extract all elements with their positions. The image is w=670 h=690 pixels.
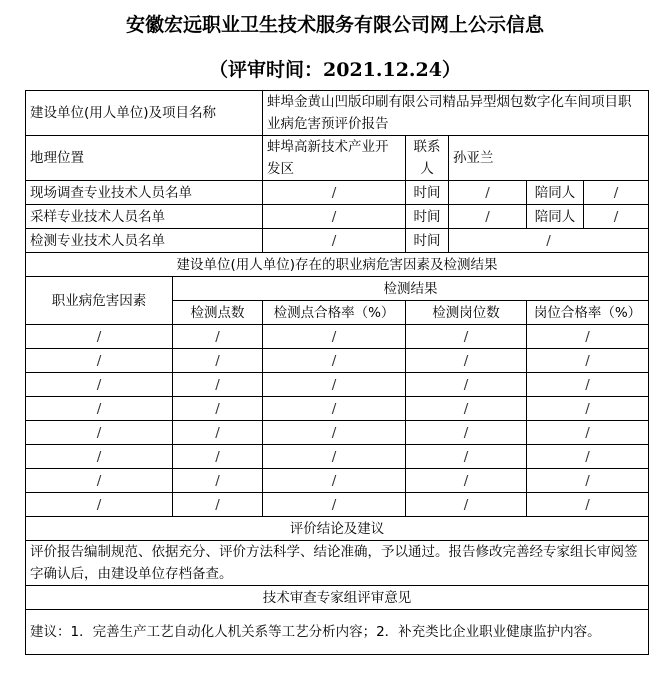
table-cell: / bbox=[406, 325, 527, 349]
sampling-time-label: 时间 bbox=[406, 205, 449, 229]
table-cell: / bbox=[406, 445, 527, 469]
table-cell: / bbox=[263, 397, 406, 421]
survey-label: 现场调查专业技术人员名单 bbox=[26, 181, 263, 205]
review-time: （评审时间：2021.12.24） bbox=[209, 59, 461, 81]
col-posts: 检测岗位数 bbox=[406, 301, 527, 325]
table-cell: / bbox=[263, 421, 406, 445]
table-cell: / bbox=[263, 469, 406, 493]
contact-label: 联系人 bbox=[406, 136, 449, 181]
sampling-time-value: / bbox=[449, 205, 527, 229]
table-cell: / bbox=[406, 397, 527, 421]
sampling-escort-value: / bbox=[584, 205, 649, 229]
table-cell: / bbox=[527, 469, 649, 493]
table-row bbox=[26, 493, 649, 517]
table-cell: / bbox=[173, 445, 263, 469]
table-cell: / bbox=[263, 349, 406, 373]
table-cell: / bbox=[406, 493, 527, 517]
col-points: 检测点数 bbox=[173, 301, 263, 325]
page-title: 安徽宏远职业卫生技术服务有限公司网上公示信息 bbox=[125, 14, 544, 36]
table-cell: / bbox=[173, 421, 263, 445]
table-cell: / bbox=[173, 325, 263, 349]
table-cell: / bbox=[173, 349, 263, 373]
unit-value: 蚌埠金黄山凹版印刷有限公司精品异型烟包数字化车间项目职业病危害预评价报告 bbox=[263, 91, 649, 136]
table-row bbox=[26, 325, 649, 349]
survey-value: / bbox=[263, 181, 406, 205]
contact-value: 孙亚兰 bbox=[449, 136, 649, 181]
location-value: 蚌埠高新技术产业开发区 bbox=[263, 136, 406, 181]
table-cell: / bbox=[527, 373, 649, 397]
factor-header: 职业病危害因素 bbox=[26, 277, 173, 325]
survey-escort-value: / bbox=[584, 181, 649, 205]
table-cell: / bbox=[406, 469, 527, 493]
table-cell: / bbox=[527, 493, 649, 517]
conclusion-title: 评价结论及建议 bbox=[26, 517, 649, 541]
sampling-escort-label: 陪同人 bbox=[527, 205, 584, 229]
testing-time-value: / bbox=[449, 229, 649, 253]
table-cell: / bbox=[173, 397, 263, 421]
table-cell: / bbox=[406, 421, 527, 445]
table-cell: / bbox=[263, 325, 406, 349]
table-cell: / bbox=[26, 469, 173, 493]
results-header: 检测结果 bbox=[173, 277, 649, 301]
unit-label: 建设单位(用人单位)及项目名称 bbox=[26, 91, 263, 136]
expert-title: 技术审查专家组评审意见 bbox=[26, 586, 649, 610]
table-cell: / bbox=[26, 421, 173, 445]
table-cell: / bbox=[26, 445, 173, 469]
survey-escort-label: 陪同人 bbox=[527, 181, 584, 205]
table-cell: / bbox=[527, 325, 649, 349]
table-cell: / bbox=[263, 373, 406, 397]
hazards-section-title: 建设单位(用人单位)存在的职业病危害因素及检测结果 bbox=[26, 253, 649, 277]
table-row bbox=[26, 469, 649, 493]
testing-time-label: 时间 bbox=[406, 229, 449, 253]
table-cell: / bbox=[173, 469, 263, 493]
table-cell: / bbox=[406, 349, 527, 373]
sampling-label: 采样专业技术人员名单 bbox=[26, 205, 263, 229]
table-cell: / bbox=[173, 493, 263, 517]
table-row bbox=[26, 445, 649, 469]
table-row bbox=[26, 373, 649, 397]
testing-value: / bbox=[263, 229, 406, 253]
table-cell: / bbox=[263, 445, 406, 469]
testing-label: 检测专业技术人员名单 bbox=[26, 229, 263, 253]
table-cell: / bbox=[527, 445, 649, 469]
sampling-value: / bbox=[263, 205, 406, 229]
table-cell: / bbox=[26, 325, 173, 349]
table-row bbox=[26, 349, 649, 373]
table-cell: / bbox=[527, 349, 649, 373]
survey-time-value: / bbox=[449, 181, 527, 205]
expert-text: 建议：1．完善生产工艺自动化人机关系等工艺分析内容；2．补充类比企业职业健康监护内容。 bbox=[26, 610, 649, 655]
table-row bbox=[26, 397, 649, 421]
table-cell: / bbox=[26, 349, 173, 373]
table-cell: / bbox=[406, 373, 527, 397]
col-points-rate: 检测点合格率（%） bbox=[263, 301, 406, 325]
table-cell: / bbox=[26, 397, 173, 421]
table-cell: / bbox=[26, 373, 173, 397]
table-cell: / bbox=[527, 421, 649, 445]
survey-time-label: 时间 bbox=[406, 181, 449, 205]
table-cell: / bbox=[527, 397, 649, 421]
table-row bbox=[26, 421, 649, 445]
table-cell: / bbox=[263, 493, 406, 517]
col-posts-rate: 岗位合格率（%） bbox=[527, 301, 649, 325]
location-label: 地理位置 bbox=[26, 136, 263, 181]
conclusion-text: 评价报告编制规范、依据充分、评价方法科学、结论准确，予以通过。报告修改完善经专家组长审阅签字确认后，由建设单位存档备查。 bbox=[26, 541, 649, 586]
table-cell: / bbox=[173, 373, 263, 397]
table-cell: / bbox=[26, 493, 173, 517]
disclosure-table bbox=[25, 90, 649, 655]
